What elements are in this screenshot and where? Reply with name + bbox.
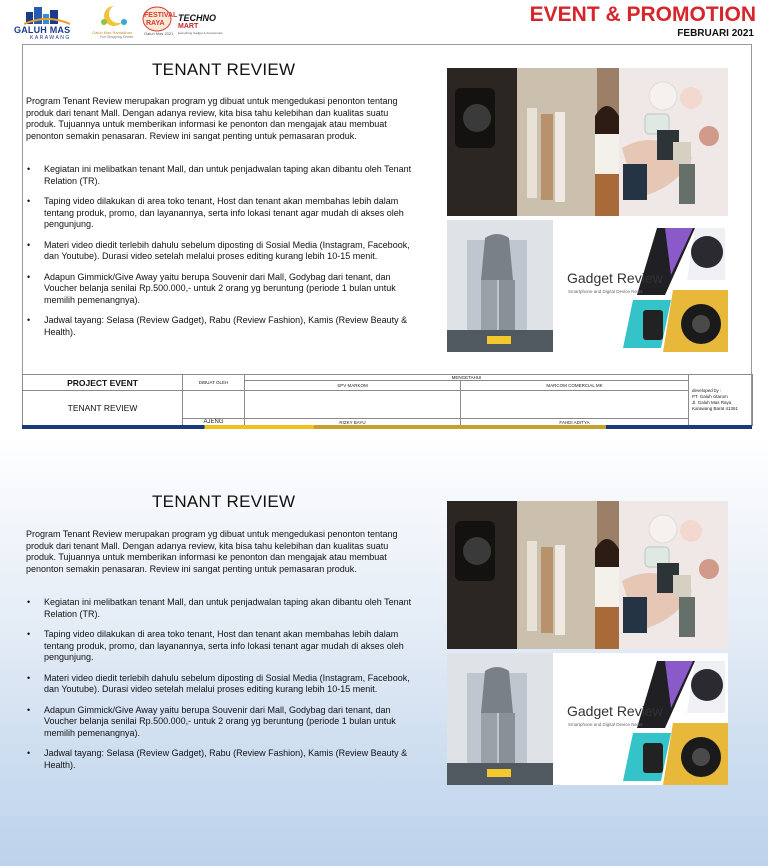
page-title: TENANT REVIEW	[152, 492, 296, 511]
content-top	[0, 0, 768, 432]
event-title: EVENT & PROMOTION	[529, 3, 756, 26]
spv-markom-label: SPV MARKOM	[245, 381, 461, 391]
gadget-review-subtitle: Smartphone and Digital Device News	[568, 722, 643, 727]
techno-sub-text: Everything Gadget & Accessories	[178, 31, 223, 35]
dibuat-oleh-label: DIBUAT OLEH	[183, 375, 245, 391]
bullet-text: Adapun Gimmick/Give Away yaitu berupa Souvenir dari Mall, Godybag dari tenant, dan Voucher belanja senilai Rp.500.000,- untuk 2 orang yg beruntung (periode 1 bulan untuk memilih pemenangnya).	[44, 704, 396, 738]
bullet-dot: •	[27, 239, 31, 250]
developer-line: PT. Galuh citarum	[692, 394, 728, 399]
intro-paragraph: Program Tenant Review merupakan program yg dibuat untuk mengedukasi penonton tentang produk dari tenant Mall. Dengan adanya review, kita bisa tahu kelebihan dan kualitas suatu produk. Tujuannya untuk memberikan informasi ke penonton dan mengajak atau membuat penonton semakin penasaran. Review ini sangat penting untuk pemasaran produk.	[26, 529, 398, 574]
project-event-label: PROJECT EVENT	[23, 375, 183, 391]
event-date: FEBRUARI 2021	[677, 28, 754, 39]
gadget-review-subtitle: Smartphone and Digital Device News	[568, 289, 643, 294]
ramadhan-sub-text: Fun Shopping Center	[100, 35, 134, 39]
list-item	[26, 597, 424, 620]
bullet-dot: •	[27, 672, 31, 683]
bullet-dot: •	[27, 628, 31, 639]
bullet-dot: •	[27, 597, 31, 607]
bullet-list	[26, 164, 424, 347]
fashion-beauty-photo	[447, 501, 728, 649]
festival-sub-text: Galuh Mas 2021	[144, 31, 174, 36]
karawang-text: KARAWANG	[30, 35, 71, 41]
bullet-text: Jadwal tayang: Selasa (Review Gadget), Rabu (Review Fashion), Kamis (Review Beauty & Health).	[44, 315, 408, 337]
list-item	[26, 196, 424, 231]
bullet-text: Jadwal tayang: Selasa (Review Gadget), Rabu (Review Fashion), Kamis (Review Beauty & Health).	[44, 748, 408, 770]
page-title: TENANT REVIEW	[152, 60, 296, 79]
marcom-label: MARCOM COMERCIAL MK	[461, 381, 689, 391]
bullet-dot: •	[27, 164, 31, 174]
spv-name: RIZKY BAYU	[245, 419, 461, 426]
list-item	[26, 673, 424, 696]
gadget-review-image	[447, 220, 728, 352]
slide-top	[0, 0, 768, 432]
gadget-review-title: Gadget Review	[567, 703, 663, 719]
bullet-dot: •	[27, 271, 31, 282]
list-item	[26, 164, 424, 187]
galuh-mas-text: GALUH MAS	[14, 25, 71, 35]
content-bottom	[0, 434, 768, 866]
intro-paragraph: Program Tenant Review merupakan program yg dibuat untuk mengedukasi penonton tentang produk dari tenant Mall. Dengan adanya review, kita bisa tahu kelebihan dan kualitas suatu produk. Tujuannya untuk memberikan informasi ke penonton dan mengajak atau membuat penonton semakin penasaran. Review ini sangat penting untuk pemasaran produk.	[26, 96, 398, 141]
project-event-value: TENANT REVIEW	[23, 391, 183, 426]
signature-cell	[461, 391, 689, 419]
gadget-review-image	[447, 653, 728, 785]
festival-text: FESTIVAL	[144, 12, 178, 19]
developer-info	[689, 375, 753, 426]
bullet-text: Materi video diedit terlebih dahulu sebelum diposting di Sosial Media (Instagram, Facebook, dan Youtube). Durasi video setelah melalui proses editing kurang lebih 10-15 menit.	[44, 672, 410, 695]
signature-cell	[183, 391, 245, 419]
slide-bottom	[0, 434, 768, 866]
creator-name: AJENG	[183, 419, 245, 426]
signature-cell	[245, 391, 461, 419]
fashion-beauty-photo	[447, 68, 728, 216]
developer-line: developed by :	[692, 388, 722, 393]
mart-text: MART	[178, 23, 199, 30]
mengetahui-label: MENGETAHUI	[245, 375, 689, 381]
ramadhan-text: Galuh Mas Ramadhan	[92, 30, 133, 35]
bullet-text: Kegiatan ini melibatkan tenant Mall, dan untuk penjadwalan taping akan dibantu oleh Tenant Relation (TR).	[44, 164, 412, 186]
bullet-list	[26, 597, 424, 780]
bullet-text: Adapun Gimmick/Give Away yaitu berupa Souvenir dari Mall, Godybag dari tenant, dan Voucher belanja senilai Rp.500.000,- untuk 2 orang yg beruntung (periode 1 bulan untuk memilih pemenangnya).	[44, 271, 396, 305]
list-item	[26, 315, 424, 338]
list-item	[26, 240, 424, 263]
bullet-text: Kegiatan ini melibatkan tenant Mall, dan untuk penjadwalan taping akan dibantu oleh Tenant Relation (TR).	[44, 597, 412, 619]
marcom-name: FAHDI ADITYA	[461, 419, 689, 426]
developer-line: Jl. Galuh Mas Raya	[692, 400, 732, 405]
bullet-dot: •	[27, 195, 31, 206]
footer-color-stripe	[22, 425, 752, 429]
bullet-text: Taping video dilakukan di area toko tenant, Host dan tenant akan membahas lebih dalam tentang produk, promo, dan layanannya, serta info lokasi tenant agar mudah di akses oleh pengunjung.	[44, 195, 404, 230]
list-item	[26, 272, 424, 307]
list-item	[26, 629, 424, 664]
approval-table	[22, 374, 752, 424]
bullet-text: Taping video dilakukan di area toko tenant, Host dan tenant akan membahas lebih dalam tentang produk, promo, dan layanannya, serta info lokasi tenant agar mudah di akses oleh pengunjung.	[44, 628, 404, 663]
bullet-dot: •	[27, 748, 31, 759]
techno-text: TECHNO	[178, 13, 216, 23]
bullet-dot: •	[27, 704, 31, 715]
bullet-dot: •	[27, 315, 31, 326]
developer-line: Karawang Barat 41361	[692, 406, 739, 411]
bullet-text: Materi video diedit terlebih dahulu sebelum diposting di Sosial Media (Instagram, Facebook, dan Youtube). Durasi video setelah melalui proses editing kurang lebih 10-15 menit.	[44, 239, 410, 262]
gadget-review-title: Gadget Review	[567, 270, 663, 286]
list-item	[26, 748, 424, 771]
raya-text: RAYA	[146, 20, 165, 27]
list-item	[26, 705, 424, 740]
